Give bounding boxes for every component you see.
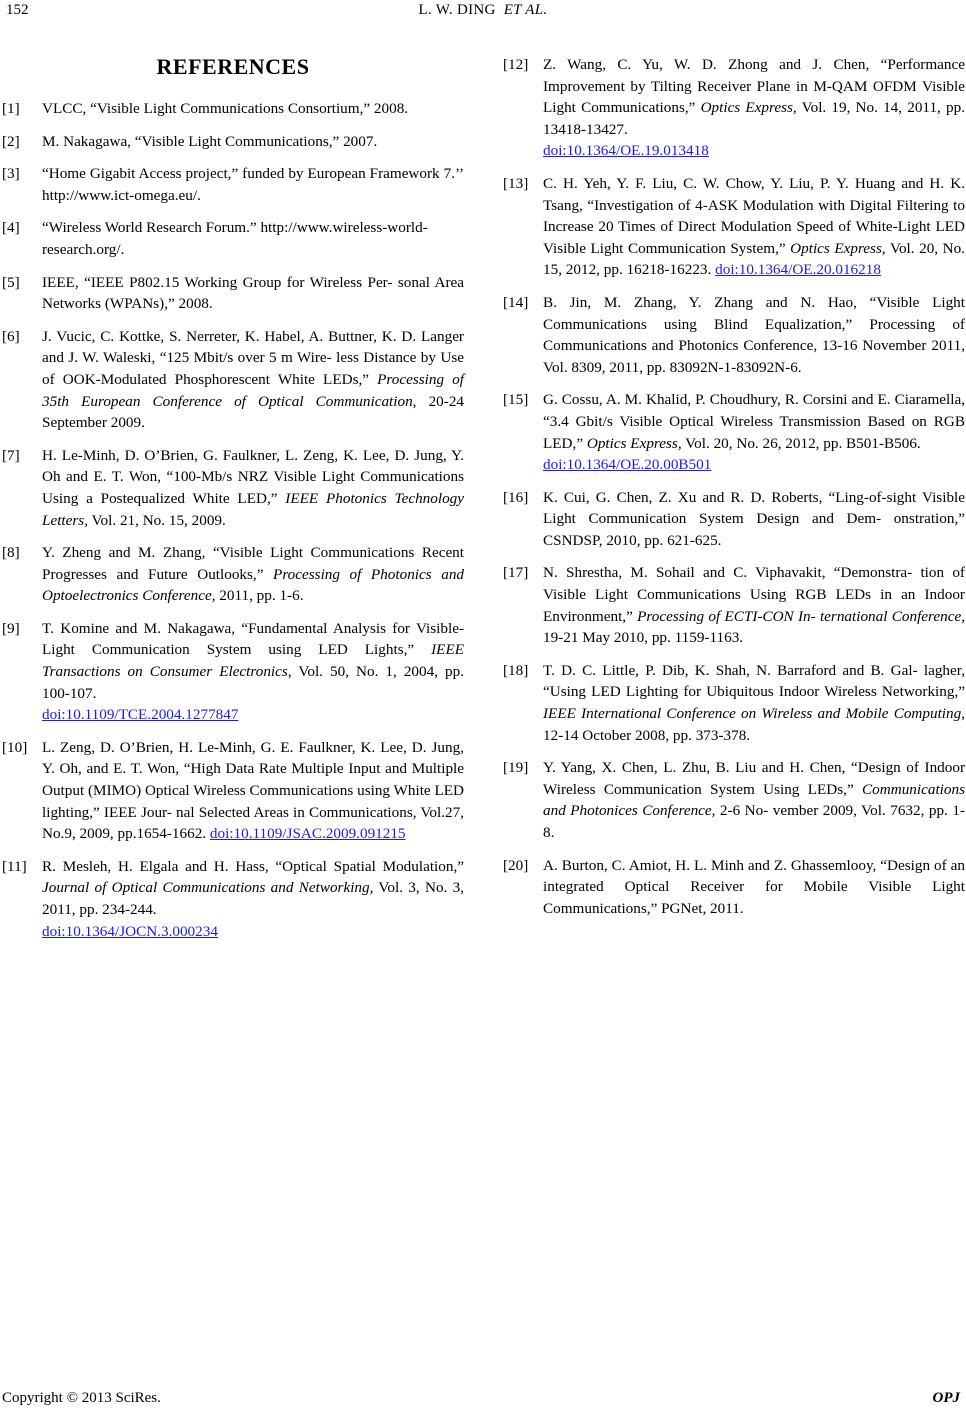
- doi-link[interactable]: doi:10.1109/JSAC.2009.091215: [209, 825, 406, 843]
- reference-number: [20]: [503, 856, 529, 874]
- reference-item: [503, 173, 965, 281]
- reference-number: [18]: [503, 661, 529, 679]
- left-column: [2, 54, 464, 953]
- reference-text: Y. Zheng and M. Zhang, “Visible Light Communications Recent Progresses and Future Outlooks,” Processing of Photonics and Optoelectronics Conference, 2011, pp. 1-6.: [42, 544, 465, 605]
- copyright-notice: Copyright © 2013 SciRes.: [2, 1390, 161, 1406]
- reference-number: [6]: [2, 327, 20, 345]
- reference-text: R. Mesleh, H. Elgala and H. Hass, “Optical Spatial Modulation,” Journal of Optical Communications and Networking, Vol. 3, No. 3, 2011, pp. 234-244. doi:10.1364/JOCN.3.000234: [42, 857, 465, 940]
- reference-text: IEEE, “IEEE P802.15 Working Group for Wireless Per- sonal Area Networks (WPANs),” 2008.: [42, 273, 464, 313]
- reference-text: J. Vucic, C. Kottke, S. Nerreter, K. Habel, A. Buttner, K. D. Langer and J. W. Waleski, “125 Mbit/s over 5 m Wire- less Distance by Use of OOK-Modulated Phosphorescent White LEDs,” Processing of 35th European Conference of Optical Communication, 20-24 September 2009.: [42, 327, 465, 432]
- reference-item: [503, 660, 965, 746]
- reference-text: T. Komine and M. Nakagawa, “Fundamental Analysis for Visible-Light Communication System using LED Lights,” IEEE Transactions on Consumer Electronics, Vol. 50, No. 1, 2004, pp. 100-107. doi:10.1109/TCE.2004.1277847: [42, 619, 464, 724]
- reference-text: C. H. Yeh, Y. F. Liu, C. W. Chow, Y. Liu, P. Y. Huang and H. K. Tsang, “Investigation of 4-ASK Modulation with Digital Filtering to Increase 20 Times of Direct Modulation Speed of White-Light LED Visible Light Communication System,” Optics Express, Vol. 20, No. 15, 2012, pp. 16218-16223. doi:10.1364/OE.20.016218: [543, 174, 965, 279]
- reference-item: [503, 855, 965, 920]
- reference-number: [19]: [503, 759, 529, 777]
- page-footer: [0, 1388, 966, 1414]
- reference-number: [12]: [503, 56, 529, 73]
- page-header: [0, 0, 966, 30]
- reference-item: [503, 757, 965, 843]
- reference-item: [2, 737, 464, 845]
- reference-text: “Wireless World Research Forum.” http://www.wireless-world-research.org/.: [42, 219, 428, 258]
- doi-link[interactable]: doi:10.1109/TCE.2004.1277847: [42, 706, 239, 724]
- reference-item: [503, 487, 965, 552]
- reference-number: [7]: [2, 446, 20, 464]
- reference-text: T. D. C. Little, P. Dib, K. Shah, N. Barraford and B. Gal- lagher, “Using LED Lighting for Ubiquitous Indoor Wireless Networking,” IEEE International Conference on Wireless and Mobile Computing, 12-14 October 2008, pp. 373-378.: [543, 661, 965, 744]
- reference-item: [2, 618, 464, 726]
- reference-text: N. Shrestha, M. Sohail and C. Viphavakit, “Demonstra- tion of Visible Light Communications Using RGB LEDs in an Indoor Environment,” Processing of ECTI-CON In- ternational Conference, 19-21 May 2010, pp. 1159-1163.: [543, 564, 965, 647]
- reference-number: [14]: [503, 293, 529, 311]
- reference-number: [2]: [2, 132, 20, 150]
- reference-text: G. Cossu, A. M. Khalid, P. Choudhury, R. Corsini and E. Ciaramella, “3.4 Gbit/s Visible Optical Wireless Transmission Based on RGB LED,” Optics Express, Vol. 20, No. 26, 2012, pp. B501-B506. doi:10.1364/OE.20.00B501: [543, 391, 965, 474]
- reference-number: [11]: [2, 857, 27, 875]
- running-head-authors: L. W. DING: [418, 2, 496, 18]
- reference-number: [15]: [503, 391, 529, 409]
- page-number: 152: [6, 2, 29, 18]
- reference-number: [10]: [2, 738, 28, 756]
- reference-text: L. Zeng, D. O’Brien, H. Le-Minh, G. E. Faulkner, K. Lee, D. Jung, Y. Oh, and E. T. Won, “High Data Rate Multiple Input and Multiple Output (MIMO) Optical Wireless Communications using White LED lighting,” IEEE Jour- nal Selected Areas in Communications, Vol.27, No.9, 2009, pp.1654-1662. doi:10.1109/JSAC.2009.091215: [42, 738, 464, 843]
- reference-number: [8]: [2, 544, 20, 562]
- reference-text: B. Jin, M. Zhang, Y. Zhang and N. Hao, “Visible Light Communications using Blind Equalization,” Processing of Communications and Photonics Conference, 13-16 November 2011, Vol. 8309, 2011, pp. 83092N-1-83092N-6.: [543, 293, 965, 376]
- references-heading: REFERENCES: [156, 54, 310, 79]
- running-head: [0, 2, 966, 19]
- reference-item: [2, 542, 464, 607]
- journal-abbrev: OPJ: [932, 1390, 960, 1406]
- reference-text: Z. Wang, C. Yu, W. D. Zhong and J. Chen, “Performance Improvement by Tilting Receiver Plane in M-QAM OFDM Visible Light Communications,” Optics Express, Vol. 19, No. 14, 2011, pp. 13418-13427. doi:10.1364/OE.19.013418: [543, 56, 965, 160]
- reference-number: [17]: [503, 564, 529, 582]
- reference-item: [503, 562, 965, 648]
- doi-link[interactable]: doi:10.1364/OE.19.013418: [543, 142, 709, 160]
- reference-text: “Home Gigabit Access project,” funded by European Framework 7.’’ http://www.ict-omega.eu/.: [42, 165, 464, 204]
- reference-item: [2, 217, 464, 260]
- reference-number: [4]: [2, 219, 20, 237]
- reference-item: [2, 131, 464, 153]
- reference-number: [16]: [503, 488, 529, 506]
- right-column: [503, 54, 965, 930]
- reference-item: [503, 389, 965, 475]
- reference-text: A. Burton, C. Amiot, H. L. Minh and Z. Ghassemlooy, “Design of an integrated Optical Receiver for Mobile Visible Light Communications,” PGNet, 2011.: [543, 856, 965, 917]
- running-head-etal: ET AL.: [503, 2, 548, 18]
- reference-number: [5]: [2, 273, 20, 291]
- reference-item: [2, 856, 464, 942]
- reference-item: [503, 292, 965, 378]
- doi-link[interactable]: doi:10.1364/OE.20.00B501: [543, 456, 712, 474]
- doi-link[interactable]: doi:10.1364/OE.20.016218: [715, 261, 881, 279]
- reference-text: VLCC, “Visible Light Communications Consortium,” 2008.: [42, 100, 409, 117]
- reference-text: Y. Yang, X. Chen, L. Zhu, B. Liu and H. Chen, “Design of Indoor Wireless Communication System Using LEDs,” Communications and Photonices Conference, 2-6 No- vember 2009, Vol. 7632, pp. 1-8.: [543, 759, 965, 841]
- reference-item: [2, 445, 464, 531]
- reference-number: [3]: [2, 165, 20, 183]
- reference-number: [13]: [503, 174, 529, 192]
- reference-item: [2, 163, 464, 206]
- reference-text: K. Cui, G. Chen, Z. Xu and R. D. Roberts, “Ling-of-sight Visible Light Communication System Design and Dem- onstration,” CSNDSP, 2010, pp. 621-625.: [543, 488, 965, 549]
- reference-item: [2, 326, 464, 434]
- reference-item: [2, 98, 464, 120]
- reference-item: [2, 272, 464, 315]
- reference-text: H. Le-Minh, D. O’Brien, G. Faulkner, L. Zeng, K. Lee, D. Jung, Y. Oh and E. T. Won, “100-Mb/s NRZ Visible Light Communications Using a Postequalized White LED,” IEEE Photonics Technology Letters, Vol. 21, No. 15, 2009.: [42, 446, 464, 529]
- doi-link[interactable]: doi:10.1364/JOCN.3.000234: [42, 922, 218, 940]
- reference-number: [1]: [2, 100, 20, 117]
- reference-item: [503, 54, 965, 162]
- reference-text: M. Nakagawa, “Visible Light Communications,” 2007.: [42, 132, 378, 150]
- reference-number: [9]: [2, 619, 20, 637]
